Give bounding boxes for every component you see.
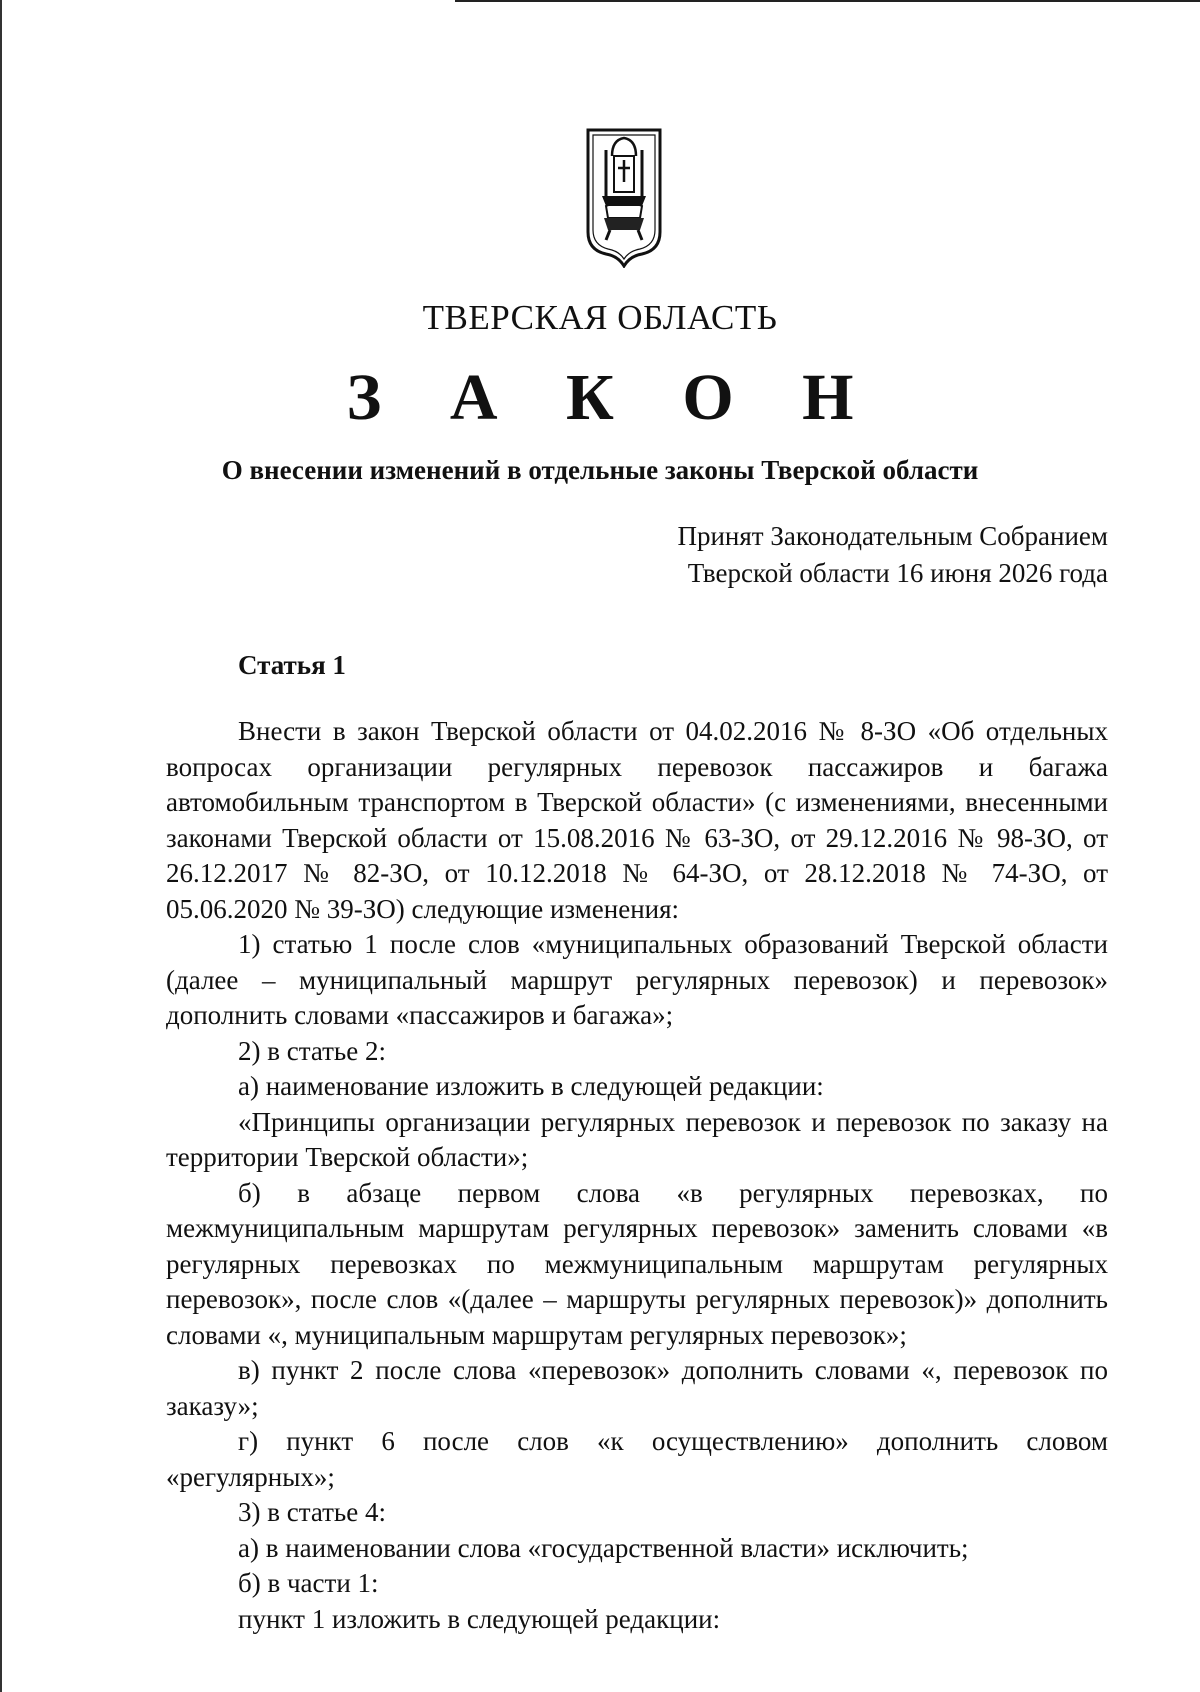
paragraph-item-3: 3) в статье 4: — [238, 1497, 386, 1527]
region-name: ТВЕРСКАЯ ОБЛАСТЬ — [422, 298, 778, 337]
adoption-line-1: Принят Законодательным Собранием — [677, 521, 1108, 551]
scan-border-top — [455, 0, 1200, 2]
article-body — [166, 714, 1108, 1637]
paragraph-item-3b-point: пункт 1 изложить в следующей редакции: — [238, 1603, 721, 1634]
paragraph-item-1: 1) статью 1 после слов «муниципальных образований Тверской области (далее – муниципальный маршрут регулярных перевозок) и перевозок» дополнить словами «пассажиров и багажа»; — [166, 929, 1108, 1030]
paragraph-item-2a-text: «Принципы организации регулярных перевозок и перевозок по заказу на территории Тверской области»; — [166, 1106, 1108, 1172]
paragraph-item-2v: в) пункт 2 после слова «перевозок» дополнить словами «, перевозок по заказу»; — [166, 1355, 1108, 1421]
law-title: О внесении изменений в отдельные законы Тверской области — [221, 455, 979, 485]
scan-border-left — [0, 0, 2, 1692]
paragraph-item-2b: б) в абзаце первом слова «в регулярных перевозках, по межмуниципальным маршрутам регулярных перевозок» заменить словами «в регулярных перевозках по межмуниципальным маршрутам регулярных перевозок», после слов «(далее – маршруты регулярных перевозок)» дополнить словами «, муниципальным маршрутам регулярных перевозок»; — [166, 1177, 1108, 1350]
paragraph-item-2a: а) наименование изложить в следующей редакции: — [238, 1071, 824, 1101]
article-heading: Статья 1 — [238, 650, 346, 680]
adoption-line-2: Тверской области 16 июня 2026 года — [687, 558, 1108, 588]
adoption-note — [677, 518, 1108, 592]
paragraph-item-3a: а) в наименовании слова «государственной власти» исключить; — [238, 1532, 969, 1563]
paragraph-item-2: 2) в статье 2: — [238, 1035, 386, 1066]
paragraph-item-3b: б) в части 1: — [238, 1568, 379, 1598]
paragraph-intro: Внести в закон Тверской области от 04.02.2016 № 8-ЗО «Об отдельных вопросах организации регулярных перевозок пассажиров и багажа автомобильным транспортом в Тверской области» (с изменениями, внесенными законами Тверской области от 15.08.2016 № 63-ЗО, от 29.12.2016 № 98-ЗО, от 26.12.2017 № 82-ЗО, от 10.12.2018 № 64-ЗО, от 28.12.2018 № 74-ЗО, от 05.06.2020 № 39-ЗО) следующие изменения: — [166, 716, 1108, 924]
document-type: З А К О Н — [346, 361, 880, 434]
coat-of-arms-icon — [584, 126, 664, 268]
paragraph-item-2g: г) пункт 6 после слов «к осуществлению» дополнить словом «регулярных»; — [166, 1426, 1108, 1492]
